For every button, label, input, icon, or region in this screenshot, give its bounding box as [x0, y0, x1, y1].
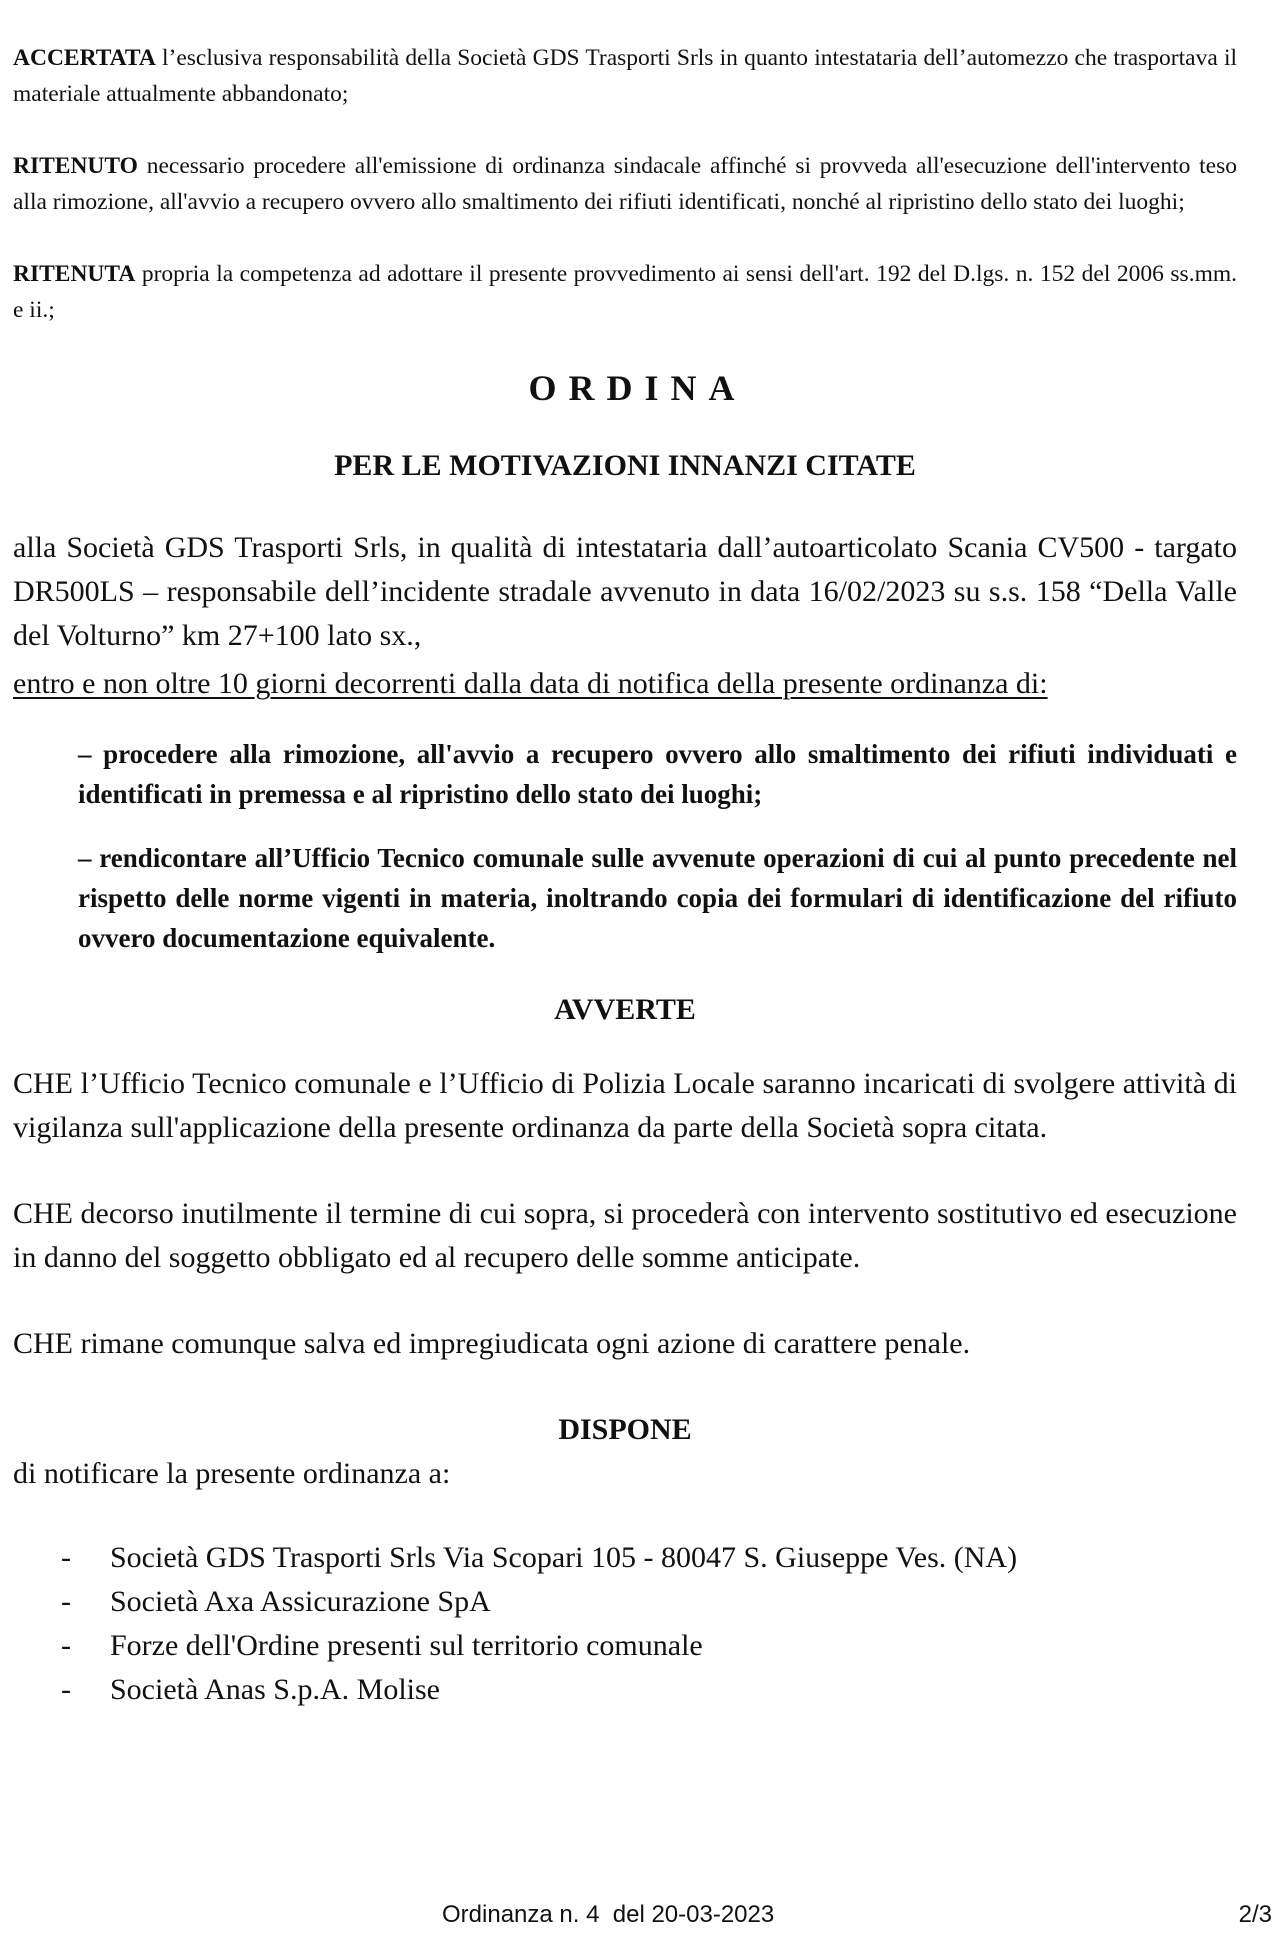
paragraph-ritenuta	[13, 256, 1237, 328]
list-item	[13, 1580, 1237, 1624]
list-dash: -	[61, 1629, 71, 1662]
page-footer	[0, 1901, 1280, 1931]
lead-ritenuta: RITENUTA	[13, 261, 136, 287]
recipient-name: Società Axa Assicurazione SpA	[110, 1585, 491, 1618]
heading-dispone: DISPONE	[558, 1413, 692, 1446]
avverte-paragraph: CHE rimane comunque salva ed impregiudicata ogni azione di carattere penale.	[13, 1327, 971, 1360]
list-item	[13, 1624, 1237, 1668]
dispone-intro: di notificare la presente ordinanza a:	[13, 1457, 451, 1490]
lead-accertata: ACCERTATA	[13, 45, 156, 71]
recipients-list	[13, 1536, 1237, 1712]
list-dash: -	[61, 1541, 71, 1574]
ordina-item-rendicontare: – rendicontare all’Ufficio Tecnico comunale sulle avvenute operazioni di cui al punto precedente nel rispetto delle norme vigenti in materia, inoltrando copia dei formulari di identificazione del rifiuto ovvero documentazione equivalente.	[78, 843, 1237, 953]
recipient-name: Società GDS Trasporti Srls Via Scopari 105 - 80047 S. Giuseppe Ves. (NA)	[110, 1541, 1018, 1574]
text-ritenuto: necessario procedere all'emissione di ordinanza sindacale affinché si provveda all'esecuzione dell'intervento teso alla rimozione, all'avvio a recupero ovvero allo smaltimento dei rifiuti identificati, nonché al ripristino dello stato dei luoghi;	[13, 153, 1237, 215]
footer-ordinanza-ref: Ordinanza n. 4 del 20-03-2023	[442, 1901, 775, 1928]
list-item	[13, 1668, 1237, 1712]
deadline-text: entro e non oltre 10 giorni decorrenti dalla data di notifica della presente ordinanza di:	[13, 667, 1048, 700]
paragraph-ritenuto	[13, 148, 1237, 220]
list-dash: -	[61, 1585, 71, 1618]
text-accertata: l’esclusiva responsabilità della Società GDS Trasporti Srls in quanto intestataria dell’automezzo che trasportava il materiale attualmente abbandonato;	[13, 45, 1237, 107]
recipient-name: Forze dell'Ordine presenti sul territorio comunale	[110, 1629, 703, 1662]
heading-ordina: ORDINA	[528, 368, 747, 408]
ordina-item-rimozione: – procedere alla rimozione, all'avvio a recupero ovvero allo smaltimento dei rifiuti individuati e identificati in premessa e al ripristino dello stato dei luoghi;	[78, 739, 1237, 809]
list-item	[13, 1536, 1237, 1580]
ordina-deadline	[13, 662, 1237, 706]
text-ritenuta: propria la competenza ad adottare il presente provvedimento ai sensi dell'art. 192 del D.lgs. n. 152 del 2006 ss.mm. e ii.;	[13, 261, 1237, 323]
recipient-name: Società Anas S.p.A. Molise	[110, 1673, 440, 1706]
list-dash: -	[61, 1673, 71, 1706]
avverte-paragraph: CHE l’Ufficio Tecnico comunale e l’Ufficio di Polizia Locale saranno incaricati di svolgere attività di vigilanza sull'applicazione della presente ordinanza da parte della Società sopra citata.	[13, 1067, 1237, 1144]
avverte-paragraph: CHE decorso inutilmente il termine di cui sopra, si procederà con intervento sostitutivo ed esecuzione in danno del soggetto obbligato ed al recupero delle somme anticipate.	[13, 1197, 1237, 1274]
paragraph-accertata	[13, 40, 1237, 112]
lead-ritenuto: RITENUTO	[13, 153, 138, 179]
ordina-body: alla Società GDS Trasporti Srls, in qualità di intestataria dall’autoarticolato Scania CV500 - targato DR500LS – responsabile dell’incidente stradale avvenuto in data 16/02/2023 su s.s. 158 “Della Valle del Volturno” km 27+100 lato sx.,	[13, 531, 1237, 652]
heading-avverte: AVVERTE	[554, 993, 696, 1026]
subheading-motivazioni: PER LE MOTIVAZIONI INNANZI CITATE	[334, 449, 916, 482]
page-number: 2/3	[1238, 1901, 1272, 1928]
document-page	[13, 40, 1237, 1712]
